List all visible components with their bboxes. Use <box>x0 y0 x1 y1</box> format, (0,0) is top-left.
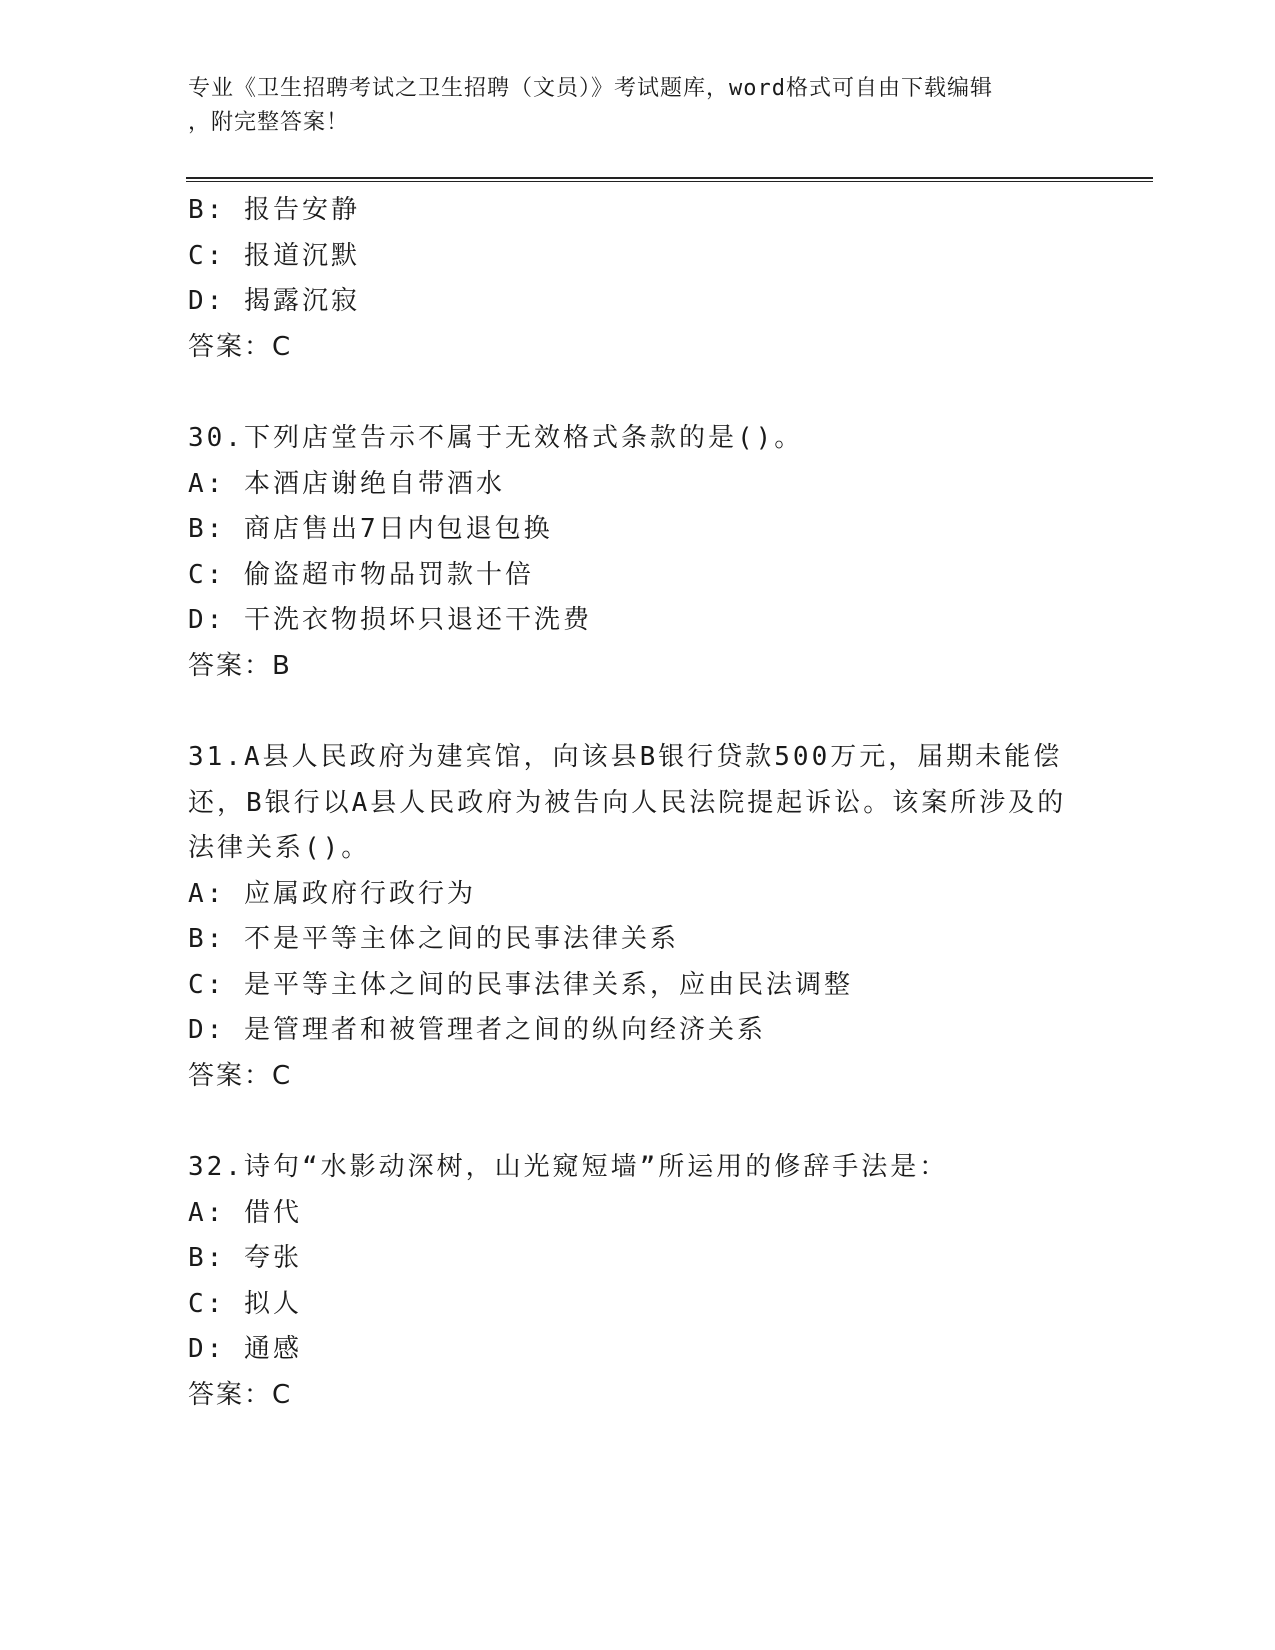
option-a: A: 应属政府行政行为 <box>188 878 476 909</box>
option-c: C: 拟人 <box>188 1288 302 1319</box>
header-divider <box>186 177 1153 182</box>
option-c: C: 是平等主体之间的民事法律关系，应由民法调整 <box>188 969 853 1000</box>
header-line-2: ，附完整答案！ <box>188 110 350 135</box>
answer-line: 答案：C <box>188 331 293 362</box>
answer-line: 答案：C <box>188 1060 293 1091</box>
question-block-31 <box>188 735 1108 1099</box>
option-b: B: 报告安静 <box>188 195 360 225</box>
option-d: D: 通感 <box>188 1334 302 1364</box>
answer-line: 答案：B <box>188 650 292 681</box>
question-stem-line-1: 31.A县人民政府为建宾馆，向该县B银行贷款500万元，届期未能偿 <box>188 742 1063 772</box>
spacer <box>188 370 1108 416</box>
option-c: C: 报道沉默 <box>188 240 360 271</box>
option-b: B: 商店售出7日内包退包换 <box>188 514 553 544</box>
option-d: D: 干洗衣物损坏只退还干洗费 <box>188 605 592 635</box>
question-stem-line-3: 法律关系()。 <box>188 833 371 863</box>
option-a: A: 借代 <box>188 1197 302 1228</box>
option-a: A: 本酒店谢绝自带酒水 <box>188 468 505 499</box>
answer-line: 答案：C <box>188 1379 293 1410</box>
option-b: B: 夸张 <box>188 1243 302 1273</box>
option-d: D: 是管理者和被管理者之间的纵向经济关系 <box>188 1015 766 1045</box>
header-line-1: 专业《卫生招聘考试之卫生招聘（文员）》考试题库，word格式可自由下载编辑 <box>188 76 993 101</box>
question-stem: 32.诗句“水影动深树，山光窥短墙”所运用的修辞手法是： <box>188 1152 949 1182</box>
spacer <box>188 689 1108 735</box>
question-stem: 30.下列店堂告示不属于无效格式条款的是()。 <box>188 423 804 453</box>
spacer <box>188 1099 1108 1145</box>
question-block-29 <box>188 188 1108 370</box>
document-header <box>188 72 1088 140</box>
option-c: C: 偷盗超市物品罚款十倍 <box>188 559 534 590</box>
question-block-30 <box>188 416 1108 689</box>
question-block-32 <box>188 1145 1108 1418</box>
option-d: D: 揭露沉寂 <box>188 286 360 316</box>
question-list <box>188 188 1108 1418</box>
option-b: B: 不是平等主体之间的民事法律关系 <box>188 924 679 954</box>
question-stem-line-2: 还，B银行以A县人民政府为被告向人民法院提起诉讼。该案所涉及的 <box>188 787 1067 818</box>
